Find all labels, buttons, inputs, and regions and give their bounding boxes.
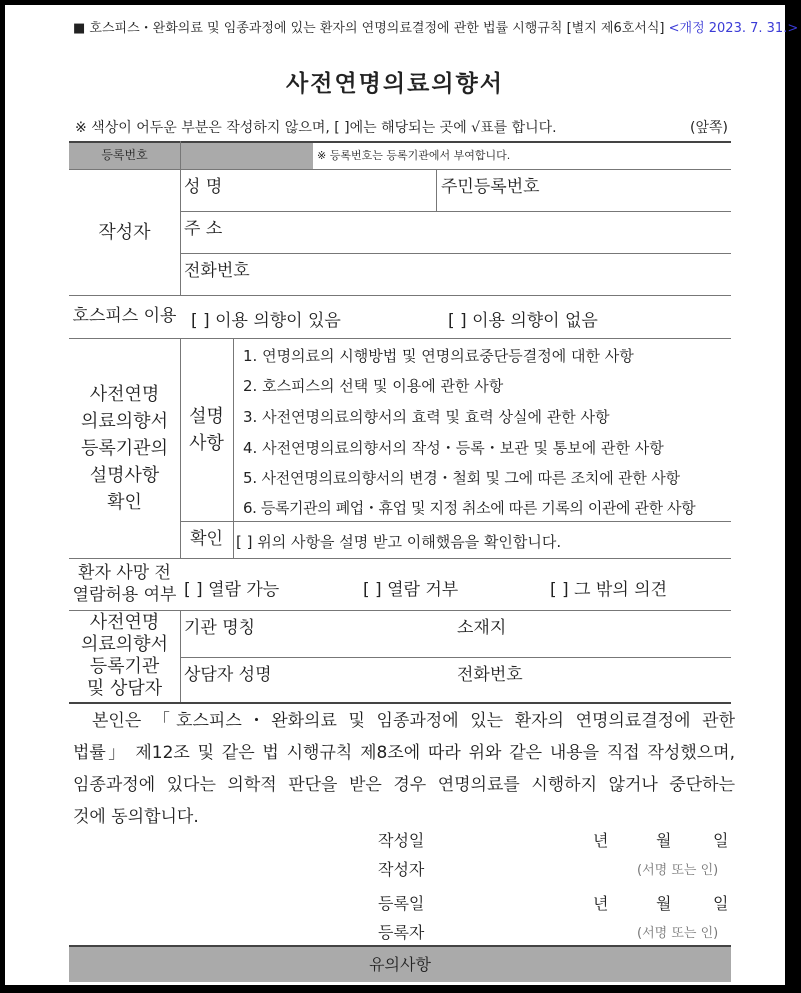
hospice-label: 호스피스 이용: [72, 306, 177, 326]
page-side: (앞쪽): [690, 120, 728, 136]
form-header: [73, 17, 798, 36]
explanation-label-line: 등록기관의: [81, 437, 168, 459]
rule: [233, 338, 234, 558]
writer-label: 작성자: [98, 221, 151, 243]
hospice-no-checkbox[interactable]: [ ] 이용 의향이 없음: [448, 311, 598, 331]
written-year[interactable]: 년: [593, 831, 609, 850]
rule: [436, 169, 437, 211]
written-month[interactable]: 월: [656, 831, 672, 850]
instruction-note: ※ 색상이 어두운 부분은 작성하지 않으며, [ ]에는 해당되는 곳에 √표를 합니다.: [75, 120, 557, 136]
institution-label: [69, 610, 180, 702]
institution-location-field[interactable]: 소재지: [457, 618, 507, 638]
writer-phone-field[interactable]: 전화번호: [184, 261, 250, 281]
viewing-label-line: 환자 사망 전: [78, 563, 171, 583]
institution-label-line: 의료의향서: [81, 634, 168, 655]
writer-rrn-field[interactable]: 주민등록번호: [441, 177, 540, 197]
form-sheet: [5, 5, 799, 985]
viewing-label-line: 열람허용 여부: [72, 585, 177, 605]
explanation-item: 1. 연명의료의 시행방법 및 연명의료중단등결정에 대한 사항: [243, 347, 634, 365]
registered-day[interactable]: 일: [713, 894, 729, 913]
viewing-label: [69, 558, 180, 610]
rule: [180, 610, 181, 702]
registration-note: ※ 등록번호는 등록기관에서 부여합니다.: [317, 149, 511, 162]
registered-year[interactable]: 년: [593, 894, 609, 913]
confirm-checkbox[interactable]: [ ] 위의 사항을 설명 받고 이해했음을 확인합니다.: [236, 533, 562, 551]
confirm-label: 확인: [190, 529, 223, 549]
registration-label: 등록번호: [101, 148, 148, 162]
header-text: ■ 호스피스・완화의료 및 임종과정에 있는 환자의 연명의료결정에 관한 법률 시행규칙 [별지 제6호서식]: [73, 21, 665, 36]
notice-title: 유의사항: [369, 954, 431, 974]
rule: [180, 169, 181, 295]
rule: [180, 141, 181, 169]
writer-name-field[interactable]: 성 명: [184, 177, 223, 197]
revision-date: <개정 2023. 7. 31.>: [668, 21, 799, 36]
writer-sign-label: 작성자: [378, 860, 425, 879]
rule: [180, 521, 731, 522]
explanation-sub-label: [180, 338, 233, 521]
writer-signature-field[interactable]: (서명 또는 인): [637, 863, 719, 878]
explanation-label-line: 확인: [107, 491, 142, 513]
explanation-item: 3. 사전연명의료의향서의 효력 및 효력 상실에 관한 사항: [243, 408, 610, 426]
rule: [180, 657, 731, 658]
explanation-label: [69, 338, 180, 558]
rule: [69, 702, 731, 704]
explanation-label-line: 설명사항: [89, 464, 160, 486]
viewing-deny-checkbox[interactable]: [ ] 열람 거부: [363, 580, 459, 600]
institution-phone-field[interactable]: 전화번호: [457, 665, 523, 685]
counselor-name-field[interactable]: 상담자 성명: [184, 665, 272, 685]
writer-address-field[interactable]: 주 소: [184, 219, 223, 239]
institution-name-field[interactable]: 기관 명칭: [184, 618, 256, 638]
registered-date-label: 등록일: [378, 894, 425, 913]
written-day[interactable]: 일: [713, 831, 729, 850]
institution-label-line: 등록기관: [89, 656, 160, 677]
explanation-item: 4. 사전연명의료의향서의 작성・등록・보관 및 통보에 관한 사항: [243, 439, 664, 457]
explanation-label-line: 의료의향서: [81, 410, 168, 432]
registration-number-field: [180, 142, 313, 169]
institution-label-line: 및 상담자: [86, 678, 163, 699]
explanation-item: 6. 등록기관의 폐업・휴업 및 지정 취소에 따른 기록의 이관에 관한 사항: [243, 499, 696, 517]
statement-line: 것에 동의합니다.: [73, 807, 199, 827]
institution-label-line: 사전연명: [89, 612, 160, 633]
viewing-other-checkbox[interactable]: [ ] 그 밖의 의견: [550, 580, 667, 600]
statement-line: 본인은 「호스피스・완화의료 및 임종과정에 있는 환자의 연명의료결정에 관한: [92, 711, 735, 731]
registrar-sign-label: 등록자: [378, 923, 425, 942]
statement-line: 임종과정에 있다는 의학적 판단을 받은 경우 연명의료를 시행하지 않거나 중단하는: [73, 775, 735, 795]
rule: [180, 253, 731, 254]
explanation-label-line: 사전연명: [89, 383, 160, 405]
form-title: 사전연명의료의향서: [286, 71, 504, 97]
registrar-signature-field[interactable]: (서명 또는 인): [637, 926, 719, 941]
statement-line: 법률」 제12조 및 같은 법 시행규칙 제8조에 따라 위와 같은 내용을 직접 작성했으며,: [73, 743, 735, 763]
hospice-yes-checkbox[interactable]: [ ] 이용 의향이 있음: [191, 311, 341, 331]
viewing-allow-checkbox[interactable]: [ ] 열람 가능: [184, 580, 280, 600]
registered-month[interactable]: 월: [656, 894, 672, 913]
explanation-item: 2. 호스피스의 선택 및 이용에 관한 사항: [243, 377, 504, 395]
explanation-item: 5. 사전연명의료의향서의 변경・철회 및 그에 따른 조치에 관한 사항: [243, 469, 680, 487]
explanation-sub-label-line: 사항: [189, 432, 224, 454]
explanation-sub-label-line: 설명: [189, 405, 224, 427]
written-date-label: 작성일: [378, 831, 425, 850]
rule: [180, 211, 731, 212]
